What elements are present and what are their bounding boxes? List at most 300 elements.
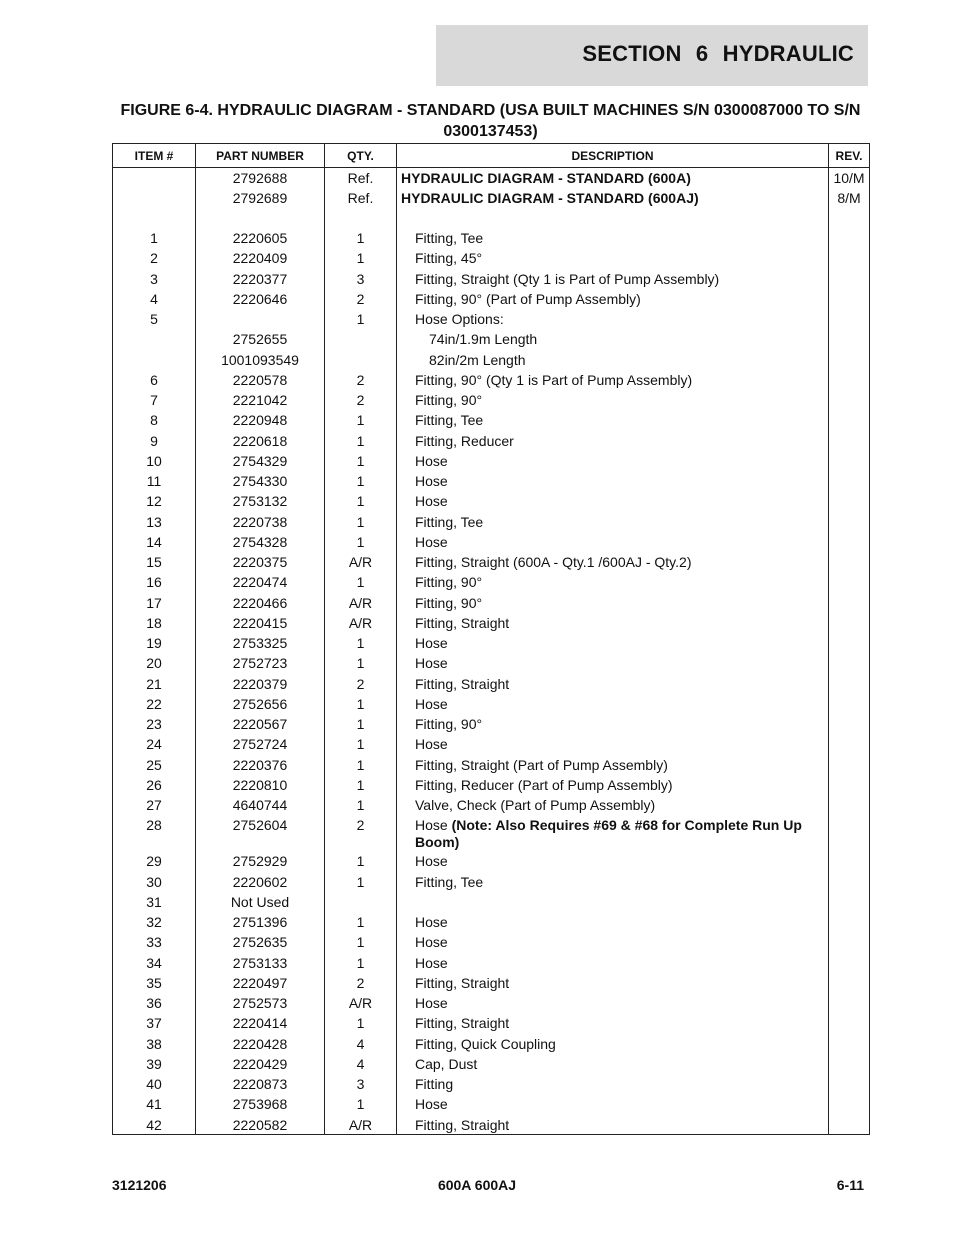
table-row	[113, 892, 870, 912]
cell-rev	[829, 633, 870, 653]
cell-rev	[829, 674, 870, 694]
cell-item: 31	[113, 892, 196, 912]
cell-rev	[829, 532, 870, 552]
cell-description	[397, 309, 829, 329]
cell-part-number: 2220602	[196, 872, 325, 892]
header-rev: REV.	[829, 144, 870, 168]
table-row	[113, 973, 870, 993]
cell-item: 38	[113, 1034, 196, 1054]
cell-qty: 2	[325, 390, 397, 410]
table-row	[113, 932, 870, 952]
footer-model: 600A 600AJ	[437, 1177, 517, 1193]
cell-qty: 1	[325, 572, 397, 592]
cell-item: 9	[113, 431, 196, 451]
table-row	[113, 613, 870, 633]
table-row	[113, 993, 870, 1013]
cell-part-number: 2220582	[196, 1115, 325, 1135]
cell-description	[397, 674, 829, 694]
cell-description	[397, 329, 829, 349]
table-row	[113, 734, 870, 754]
header-qty: QTY.	[325, 144, 397, 168]
table-row	[113, 755, 870, 775]
cell-qty: 1	[325, 1013, 397, 1033]
table-row	[113, 953, 870, 973]
cell-qty: 1	[325, 932, 397, 952]
cell-qty: 1	[325, 248, 397, 268]
cell-item: 4	[113, 289, 196, 309]
cell-rev: 10/M	[829, 168, 870, 188]
cell-part-number: 2220873	[196, 1074, 325, 1094]
cell-item: 37	[113, 1013, 196, 1033]
table-row	[113, 593, 870, 613]
description-text: Fitting, 45°	[415, 250, 483, 267]
cell-qty: 1	[325, 471, 397, 491]
description-text: Hose	[415, 493, 448, 510]
table-row	[113, 390, 870, 410]
cell-part-number: 2220428	[196, 1034, 325, 1054]
cell-part-number: 2754330	[196, 471, 325, 491]
description-text: Fitting, Straight (600A - Qty.1 /600AJ - Qty.2)	[415, 554, 692, 570]
description-text: Hose	[415, 853, 448, 870]
cell-description	[397, 953, 829, 973]
cell-rev	[829, 993, 870, 1013]
cell-part-number: 2220618	[196, 431, 325, 451]
cell-description	[397, 1054, 829, 1074]
description-text: Fitting, Quick Coupling	[415, 1035, 556, 1052]
cell-qty	[325, 329, 397, 349]
cell-part-number: 2754328	[196, 532, 325, 552]
description-text: Fitting, 90°	[415, 716, 483, 732]
description-text: 82in/2m Length	[429, 351, 526, 368]
cell-qty: 2	[325, 674, 397, 694]
table-body	[113, 168, 870, 1135]
cell-description	[397, 714, 829, 734]
cell-rev	[829, 552, 870, 572]
description-text: Fitting, Tee	[415, 513, 484, 530]
reference-row	[113, 168, 870, 188]
cell-description	[397, 593, 829, 613]
cell-item: 5	[113, 309, 196, 329]
header-item: ITEM #	[113, 144, 196, 168]
cell-description	[397, 390, 829, 410]
cell-rev	[829, 1054, 870, 1074]
description-note: (Note: Also Requires #69 & #68 for Complete Run Up Boom)	[415, 817, 802, 851]
cell-part-number: 2220375	[196, 552, 325, 572]
cell-part-number: 2753325	[196, 633, 325, 653]
cell-qty: 1	[325, 775, 397, 795]
cell-item: 41	[113, 1094, 196, 1114]
description-text: Fitting, Reducer	[415, 432, 514, 449]
description-text: Fitting, Straight	[415, 675, 510, 692]
table-row	[113, 552, 870, 572]
cell-item: 6	[113, 370, 196, 390]
reference-row	[113, 188, 870, 208]
cell-qty	[325, 350, 397, 370]
cell-empty	[829, 208, 870, 228]
cell-qty: 1	[325, 512, 397, 532]
cell-description	[397, 471, 829, 491]
cell-part-number: 2220497	[196, 973, 325, 993]
table-row	[113, 851, 870, 871]
cell-qty: A/R	[325, 613, 397, 633]
footer-doc-number: 3121206	[112, 1177, 167, 1193]
table-row	[113, 795, 870, 815]
cell-description	[397, 1034, 829, 1054]
description-text: Fitting, Straight (Part of Pump Assembly)	[415, 756, 668, 773]
cell-qty: 1	[325, 1094, 397, 1114]
cell-item: 1	[113, 228, 196, 248]
description-text: Fitting, Straight	[415, 614, 510, 631]
cell-description	[397, 1094, 829, 1114]
description-text: Fitting, 90° (Qty 1 is Part of Pump Assembly)	[415, 371, 693, 388]
cell-rev	[829, 471, 870, 491]
cell-rev	[829, 370, 870, 390]
description-text: Hose	[415, 817, 452, 834]
cell-item: 22	[113, 694, 196, 714]
cell-qty: 1	[325, 410, 397, 430]
cell-qty: 1	[325, 431, 397, 451]
table-row	[113, 815, 870, 851]
cell-part-number: Not Used	[196, 892, 325, 912]
cell-description	[397, 552, 829, 572]
cell-description: HYDRAULIC DIAGRAM - STANDARD (600A)	[397, 168, 829, 188]
description-text: Hose	[415, 655, 448, 672]
cell-part-number: 2220414	[196, 1013, 325, 1033]
cell-rev	[829, 973, 870, 993]
description-text: Hose Options:	[415, 311, 504, 327]
cell-description	[397, 572, 829, 592]
cell-qty: A/R	[325, 993, 397, 1013]
cell-item: 29	[113, 851, 196, 871]
cell-rev	[829, 350, 870, 370]
cell-qty: 1	[325, 734, 397, 754]
cell-rev	[829, 451, 870, 471]
cell-description	[397, 451, 829, 471]
cell-item	[113, 168, 196, 188]
cell-description	[397, 512, 829, 532]
cell-qty: 1	[325, 633, 397, 653]
cell-part-number: 2752573	[196, 993, 325, 1013]
cell-qty: 1	[325, 912, 397, 932]
figure-title: FIGURE 6-4. HYDRAULIC DIAGRAM - STANDARD (USA BUILT MACHINES S/N 0300087000 TO S/N 0300137453)	[120, 102, 861, 140]
table-row	[113, 775, 870, 795]
cell-item: 15	[113, 552, 196, 572]
description-text: Hose	[415, 736, 448, 753]
header-description: DESCRIPTION	[397, 144, 829, 168]
cell-part-number: 2221042	[196, 390, 325, 410]
table-header-row	[113, 144, 870, 168]
cell-empty	[196, 208, 325, 228]
cell-part-number: 2752929	[196, 851, 325, 871]
cell-qty: 1	[325, 451, 397, 471]
cell-part-number: 2220377	[196, 269, 325, 289]
description-text: Fitting, Tee	[415, 230, 484, 246]
cell-description	[397, 1013, 829, 1033]
cell-part-number: 2754329	[196, 451, 325, 471]
cell-rev	[829, 795, 870, 815]
cell-part-number: 2751396	[196, 912, 325, 932]
cell-item	[113, 329, 196, 349]
cell-rev	[829, 775, 870, 795]
cell-description	[397, 613, 829, 633]
table-row	[113, 269, 870, 289]
cell-qty: 1	[325, 872, 397, 892]
cell-qty: 4	[325, 1034, 397, 1054]
cell-rev	[829, 572, 870, 592]
cell-item: 33	[113, 932, 196, 952]
cell-description	[397, 694, 829, 714]
cell-item: 27	[113, 795, 196, 815]
table-row	[113, 431, 870, 451]
cell-description	[397, 410, 829, 430]
cell-description	[397, 269, 829, 289]
cell-item: 18	[113, 613, 196, 633]
cell-description	[397, 892, 829, 912]
cell-description	[397, 1074, 829, 1094]
cell-rev	[829, 431, 870, 451]
cell-part-number: 2220948	[196, 410, 325, 430]
cell-qty: 2	[325, 370, 397, 390]
cell-qty: Ref.	[325, 188, 397, 208]
cell-item: 12	[113, 491, 196, 511]
cell-item: 32	[113, 912, 196, 932]
cell-item: 13	[113, 512, 196, 532]
description-text: Hose	[415, 1096, 448, 1113]
table-row	[113, 1115, 870, 1135]
cell-part-number: 2752604	[196, 815, 325, 851]
cell-rev	[829, 953, 870, 973]
table-row	[113, 872, 870, 892]
cell-item: 39	[113, 1054, 196, 1074]
cell-description	[397, 973, 829, 993]
cell-rev	[829, 1013, 870, 1033]
cell-description	[397, 289, 829, 309]
cell-description	[397, 872, 829, 892]
table-row	[113, 410, 870, 430]
cell-part-number: 2220567	[196, 714, 325, 734]
description-text: Fitting, 90°	[415, 594, 483, 611]
cell-description	[397, 755, 829, 775]
cell-item: 34	[113, 953, 196, 973]
cell-item: 42	[113, 1115, 196, 1135]
cell-qty: 2	[325, 973, 397, 993]
cell-description	[397, 993, 829, 1013]
table-row	[113, 329, 870, 349]
cell-rev	[829, 851, 870, 871]
cell-rev	[829, 892, 870, 912]
cell-item	[113, 188, 196, 208]
description-text: Hose	[415, 934, 448, 951]
cell-part-number: 1001093549	[196, 350, 325, 370]
cell-description	[397, 932, 829, 952]
cell-part-number: 2220379	[196, 674, 325, 694]
cell-qty: 3	[325, 269, 397, 289]
cell-rev	[829, 228, 870, 248]
cell-qty: A/R	[325, 1115, 397, 1135]
cell-part-number: 2752635	[196, 932, 325, 952]
cell-rev	[829, 755, 870, 775]
cell-item: 8	[113, 410, 196, 430]
cell-rev	[829, 512, 870, 532]
cell-empty	[113, 208, 196, 228]
footer-page-number: 6-11	[836, 1177, 864, 1193]
cell-qty: 1	[325, 851, 397, 871]
cell-description	[397, 734, 829, 754]
cell-description	[397, 633, 829, 653]
description-text: Hose	[415, 533, 448, 550]
cell-qty: 1	[325, 714, 397, 734]
cell-empty	[397, 208, 829, 228]
cell-qty: 2	[325, 289, 397, 309]
description-text: Fitting, Straight (Qty 1 is Part of Pump Assembly)	[415, 270, 720, 287]
cell-qty: 1	[325, 309, 397, 329]
cell-description	[397, 851, 829, 871]
description-text: Fitting, Reducer (Part of Pump Assembly)	[415, 776, 673, 793]
cell-part-number: 4640744	[196, 795, 325, 815]
cell-part-number: 2792688	[196, 168, 325, 188]
section-header	[436, 25, 868, 86]
cell-qty: 1	[325, 532, 397, 552]
description-text: Hose	[415, 995, 448, 1011]
table-row	[113, 912, 870, 932]
cell-part-number: 2220605	[196, 228, 325, 248]
cell-rev	[829, 613, 870, 633]
parts-table	[112, 143, 870, 1135]
table-row	[113, 633, 870, 653]
cell-part-number: 2752723	[196, 653, 325, 673]
cell-item: 14	[113, 532, 196, 552]
cell-item: 28	[113, 815, 196, 851]
table-row	[113, 228, 870, 248]
cell-rev	[829, 1074, 870, 1094]
cell-part-number: 2792689	[196, 188, 325, 208]
cell-qty: 1	[325, 694, 397, 714]
cell-item: 23	[113, 714, 196, 734]
description-text: Fitting, Tee	[415, 873, 484, 890]
table-row	[113, 471, 870, 491]
description-text: Cap, Dust	[415, 1055, 478, 1072]
cell-part-number	[196, 309, 325, 329]
cell-qty: 1	[325, 953, 397, 973]
cell-rev	[829, 329, 870, 349]
cell-item: 20	[113, 653, 196, 673]
description-text: Hose	[415, 914, 448, 930]
cell-description	[397, 370, 829, 390]
cell-qty: 1	[325, 228, 397, 248]
table-row	[113, 512, 870, 532]
header-part-number: PART NUMBER	[196, 144, 325, 168]
cell-rev	[829, 734, 870, 754]
cell-rev	[829, 248, 870, 268]
cell-qty: 1	[325, 795, 397, 815]
cell-rev	[829, 653, 870, 673]
description-text: Hose	[415, 452, 448, 469]
table-row	[113, 309, 870, 329]
cell-item: 3	[113, 269, 196, 289]
table-row	[113, 1054, 870, 1074]
cell-description	[397, 350, 829, 370]
cell-item: 11	[113, 471, 196, 491]
cell-rev	[829, 1094, 870, 1114]
cell-part-number: 2220376	[196, 755, 325, 775]
cell-part-number: 2220578	[196, 370, 325, 390]
cell-qty: 1	[325, 491, 397, 511]
description-text: Hose	[415, 954, 448, 971]
cell-part-number: 2220429	[196, 1054, 325, 1074]
table-row	[113, 350, 870, 370]
cell-rev	[829, 1115, 870, 1135]
table-row	[113, 289, 870, 309]
cell-part-number: 2752724	[196, 734, 325, 754]
cell-description	[397, 491, 829, 511]
table-row	[113, 1094, 870, 1114]
cell-qty: A/R	[325, 593, 397, 613]
description-text: 74in/1.9m Length	[429, 331, 538, 348]
description-text: Hose	[415, 635, 448, 651]
cell-qty: 1	[325, 653, 397, 673]
cell-description	[397, 1115, 829, 1135]
cell-item: 10	[113, 451, 196, 471]
cell-item: 21	[113, 674, 196, 694]
cell-part-number: 2752655	[196, 329, 325, 349]
table-row	[113, 370, 870, 390]
cell-qty: 4	[325, 1054, 397, 1074]
cell-part-number: 2753968	[196, 1094, 325, 1114]
cell-item: 26	[113, 775, 196, 795]
cell-rev	[829, 390, 870, 410]
description-text: Fitting	[415, 1076, 454, 1092]
description-text: Fitting, Straight	[415, 974, 510, 991]
cell-part-number: 2220409	[196, 248, 325, 268]
cell-qty: 1	[325, 755, 397, 775]
table-row	[113, 1013, 870, 1033]
cell-rev	[829, 593, 870, 613]
cell-rev	[829, 491, 870, 511]
table-row	[113, 653, 870, 673]
cell-qty	[325, 892, 397, 912]
cell-item	[113, 350, 196, 370]
table-row	[113, 572, 870, 592]
cell-description	[397, 775, 829, 795]
cell-rev: 8/M	[829, 188, 870, 208]
cell-qty: 2	[325, 815, 397, 851]
table-row	[113, 1034, 870, 1054]
table-row	[113, 248, 870, 268]
cell-item: 19	[113, 633, 196, 653]
table-row	[113, 694, 870, 714]
cell-description	[397, 431, 829, 451]
description-text: Fitting, Tee	[415, 412, 484, 429]
cell-qty: Ref.	[325, 168, 397, 188]
description-text: Fitting, 90° (Part of Pump Assembly)	[415, 290, 641, 307]
cell-item: 7	[113, 390, 196, 410]
cell-description	[397, 912, 829, 932]
cell-part-number: 2220415	[196, 613, 325, 633]
table-row	[113, 714, 870, 734]
cell-item: 17	[113, 593, 196, 613]
cell-item: 25	[113, 755, 196, 775]
cell-part-number: 2220738	[196, 512, 325, 532]
description-text: Hose	[415, 473, 448, 489]
cell-item: 36	[113, 993, 196, 1013]
cell-part-number: 2752656	[196, 694, 325, 714]
cell-part-number: 2753132	[196, 491, 325, 511]
cell-item: 16	[113, 572, 196, 592]
cell-rev	[829, 309, 870, 329]
description-text: Hose	[415, 695, 448, 712]
cell-rev	[829, 694, 870, 714]
description-text: Fitting, Straight	[415, 1116, 510, 1133]
